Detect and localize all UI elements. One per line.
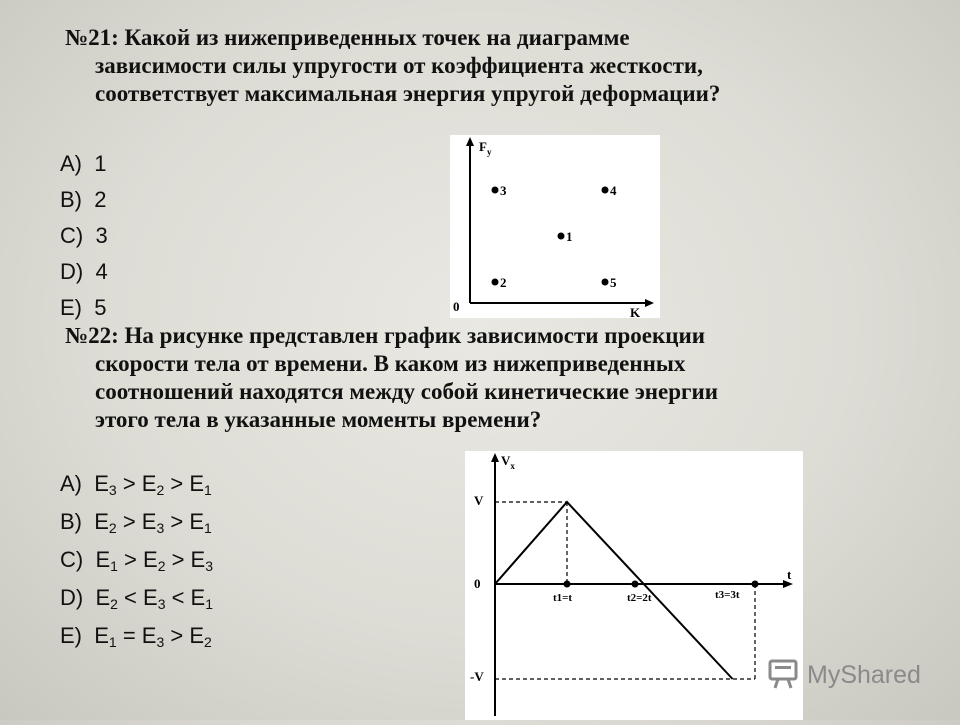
option-letter: C) <box>60 223 84 248</box>
t1-label: t1=t <box>553 592 573 604</box>
t3-marker <box>752 581 759 588</box>
question-22-title-line-1: №22: На рисунке представлен график зависимости проекции <box>65 323 706 348</box>
energy-index: 2 <box>204 634 212 650</box>
q22-option-c <box>60 541 213 579</box>
question-21-title <box>65 24 925 108</box>
velocity-line <box>495 502 733 679</box>
energy-symbol: E <box>95 547 111 572</box>
q21-option-d <box>60 254 108 290</box>
option-letter: B) <box>60 509 82 534</box>
point-4-label: 4 <box>610 183 617 198</box>
option-letter: C) <box>60 547 84 572</box>
force-stiffness-svg <box>450 135 660 318</box>
question-21-title-line-2: зависимости силы упругости от коэффициента жесткости, <box>95 53 703 78</box>
relation-symbol: < E <box>165 585 206 610</box>
energy-symbol: E <box>94 623 109 648</box>
t-axis-label: t <box>787 567 792 582</box>
option-text: 5 <box>94 295 107 320</box>
t2-marker <box>632 581 639 588</box>
question-22-title-line-2: скорости тела от времени. В каком из нижеприведенных <box>95 351 686 376</box>
relation-symbol: = E <box>116 623 157 648</box>
option-letter: E) <box>60 623 82 648</box>
point-5-marker <box>602 279 609 286</box>
energy-index: 3 <box>205 558 214 574</box>
zero-tick-label: 0 <box>474 576 481 591</box>
question-21-options <box>60 146 108 326</box>
q21-option-a <box>60 146 108 182</box>
question-22-title <box>65 322 925 434</box>
energy-index: 3 <box>156 634 165 650</box>
option-letter: A) <box>60 471 82 496</box>
energy-symbol: E <box>94 471 109 496</box>
presentation-board-icon <box>767 657 801 691</box>
energy-index: 3 <box>157 596 166 612</box>
x-axis-label: K <box>630 305 641 318</box>
option-letter: A) <box>60 151 82 176</box>
t1-marker <box>564 581 571 588</box>
question-22-options <box>60 465 213 655</box>
origin-label: 0 <box>453 299 460 314</box>
energy-symbol: E <box>95 585 111 610</box>
energy-symbol: E <box>94 509 109 534</box>
relation-symbol: > E <box>116 471 157 496</box>
point-2-marker <box>492 279 499 286</box>
v-axis-arrow <box>491 453 499 462</box>
y-axis-label: $F_y$ <box>479 139 492 157</box>
relation-symbol: > E <box>117 547 158 572</box>
relation-symbol: > E <box>164 509 205 534</box>
energy-index: 2 <box>110 596 118 612</box>
point-2-label: 2 <box>500 275 507 290</box>
option-letter: E) <box>60 295 82 320</box>
point-3-marker <box>492 187 499 194</box>
q21-option-c <box>60 218 108 254</box>
point-1-marker <box>558 233 565 240</box>
question-21-title-line-1: №21: Какой из нижеприведенных точек на диаграмме <box>65 25 630 50</box>
option-letter: D) <box>60 585 84 610</box>
relation-symbol: > E <box>165 547 206 572</box>
point-3-label: 3 <box>500 183 507 198</box>
relation-symbol: > E <box>116 509 157 534</box>
energy-index: 2 <box>157 558 166 574</box>
point-5-label: 5 <box>610 275 617 290</box>
point-1-label: 1 <box>566 229 573 244</box>
option-text: 4 <box>95 259 108 284</box>
option-text: 1 <box>94 151 107 176</box>
y-axis-arrow <box>466 137 474 146</box>
question-22-title-line-4: этого тела в указанные моменты времени? <box>95 407 542 432</box>
question-21-title-line-3: соответствует максимальная энергия упругой деформации? <box>95 81 721 106</box>
relation-symbol: < E <box>117 585 158 610</box>
energy-index: 1 <box>110 558 118 574</box>
watermark-text: MyShared <box>807 661 921 689</box>
energy-index: 2 <box>108 520 117 536</box>
t2-label: t2=2t <box>627 592 652 604</box>
t3-label: t3=3t <box>715 589 740 601</box>
force-stiffness-diagram <box>450 135 660 318</box>
question-22-title-line-3: соотношений находятся между собой кинетические энергии <box>95 379 718 404</box>
relation-symbol: > E <box>164 471 205 496</box>
neg-v-tick-label: -V <box>470 669 484 684</box>
option-text: 3 <box>95 223 108 248</box>
diagram-points <box>492 183 618 290</box>
energy-index: 2 <box>156 482 165 498</box>
option-letter: B) <box>60 187 82 212</box>
x-axis-arrow <box>645 299 654 307</box>
energy-index: 1 <box>204 482 212 498</box>
energy-index: 1 <box>108 634 117 650</box>
v-tick-label: V <box>474 493 484 508</box>
v-axis-label: $V_x$ <box>501 453 515 471</box>
relation-symbol: > E <box>164 623 205 648</box>
velocity-time-svg <box>465 451 803 720</box>
option-letter: D) <box>60 259 84 284</box>
energy-index: 3 <box>108 482 117 498</box>
q21-option-e <box>60 290 108 326</box>
q22-option-a <box>60 465 213 503</box>
point-4-marker <box>602 187 609 194</box>
energy-index: 1 <box>204 520 212 536</box>
q21-option-b <box>60 182 108 218</box>
option-text: 2 <box>94 187 107 212</box>
q22-option-d <box>60 579 213 617</box>
energy-index: 1 <box>205 596 214 612</box>
q22-option-e <box>60 617 213 655</box>
q22-option-b <box>60 503 213 541</box>
energy-index: 3 <box>156 520 165 536</box>
velocity-time-graph <box>465 451 803 720</box>
